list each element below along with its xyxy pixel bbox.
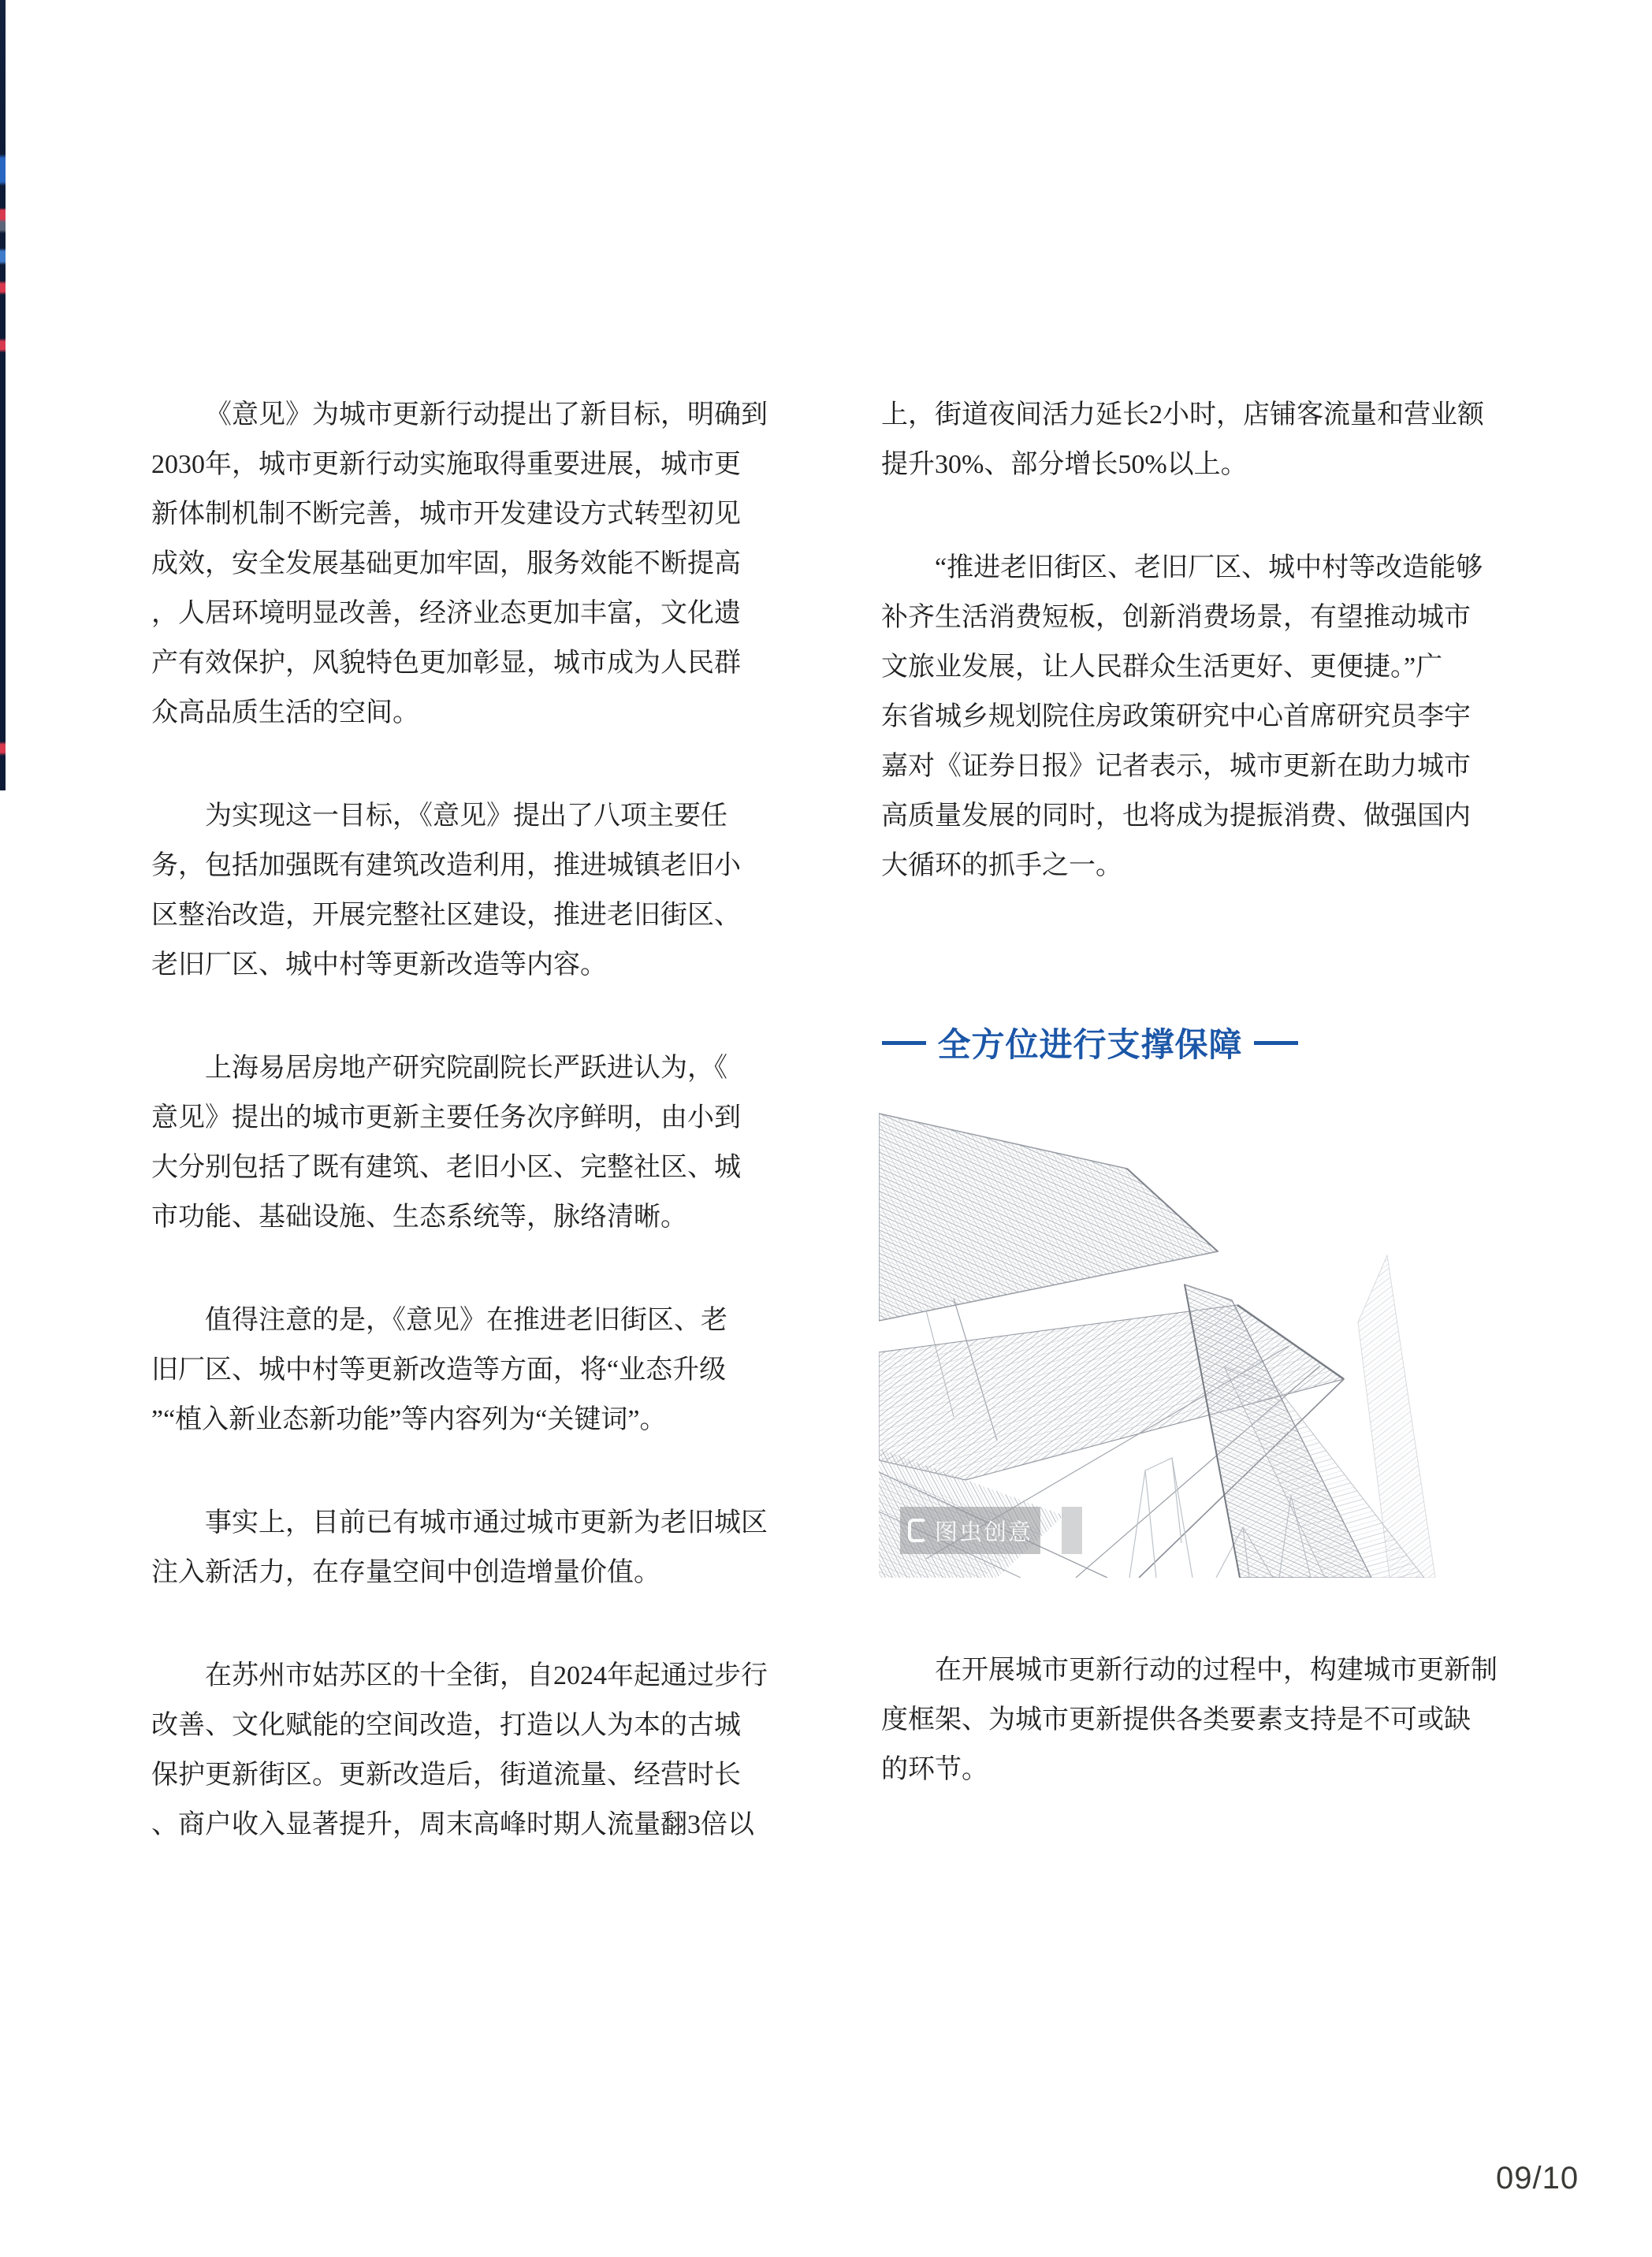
text-line: 上，街道夜间活力延长2小时，店铺客流量和营业额 [881, 400, 1484, 429]
paragraph [151, 1498, 768, 1597]
text-line: 市功能、基础设施、生态系统等，脉络清晰。 [151, 1203, 687, 1232]
page-number: 09/10 [1496, 2161, 1579, 2196]
text-line: 事实上，目前已有城市通过城市更新为老旧城区 [205, 1508, 768, 1538]
text-line: 旧厂区、城中村等更新改造等方面，将“业态升级 [151, 1355, 727, 1385]
paragraph [151, 1296, 768, 1445]
text-line: 在开展城市更新行动的过程中，构建城市更新制 [935, 1656, 1498, 1685]
text-line: 的环节。 [881, 1755, 988, 1784]
text-line: 老旧厂区、城中村等更新改造等内容。 [151, 950, 607, 980]
text-line: 上海易居房地产研究院副院长严跃进认为，《 [205, 1054, 727, 1083]
text-line: 值得注意的是，《意见》在推进老旧街区、老 [205, 1306, 727, 1335]
text-line: 提升30%、部分增长50%以上。 [881, 450, 1248, 479]
text-line: 区整治改造，开展完整社区建设，推进老旧街区、 [151, 901, 741, 930]
text-line: 保护更新街区。更新改造后，街道流量、经营时长 [151, 1761, 741, 1790]
text-line: 嘉对《证券日报》记者表示，城市更新在助力城市 [881, 752, 1471, 781]
text-line: 众高品质生活的空间。 [151, 698, 419, 727]
text-line: 产有效保护，风貌特色更加彰显，城市成为人民群 [151, 649, 741, 678]
paragraph [151, 390, 768, 738]
text-line: 度框架、为城市更新提供各类要素支持是不可或缺 [881, 1705, 1471, 1735]
section-heading-text: 全方位进行支撑保障 [937, 1026, 1243, 1063]
text-line: 在苏州市姑苏区的十全街，自2024年起通过步行 [205, 1661, 768, 1690]
page-edge-strip [0, 0, 6, 790]
tuchong-logo-icon [908, 1519, 927, 1542]
text-line: 东省城乡规划院住房政策研究中心首席研究员李宇 [881, 702, 1471, 731]
watermark-text: 图虫创意 [934, 1519, 1032, 1545]
paragraph [881, 543, 1501, 891]
text-line: 注入新活力，在存量空间中创造增量价值。 [151, 1558, 660, 1587]
text-line: 高质量发展的同时，也将成为提振消费、做强国内 [881, 801, 1471, 831]
text-line: 2030年，城市更新行动实施取得重要进展，城市更 [151, 450, 741, 479]
text-line: 意见》提出的城市更新主要任务次序鲜明，由小到 [151, 1103, 741, 1132]
text-line: 大分别包括了既有建筑、老旧小区、完整社区、城 [151, 1153, 741, 1182]
stock-photo-watermark [900, 1507, 1040, 1554]
paragraph [881, 390, 1501, 489]
paragraph [881, 1645, 1501, 1794]
wireframe-buildings-figure [879, 1102, 1541, 1578]
watermark-chip [1062, 1507, 1082, 1554]
paragraph [151, 1043, 768, 1242]
text-line: 成效，安全发展基础更加牢固，服务效能不断提高 [151, 549, 741, 578]
paragraph [151, 791, 768, 990]
heading-dash-right [1254, 1041, 1298, 1045]
left-text-column [151, 390, 768, 1850]
paragraph [151, 1651, 768, 1850]
text-line: 补齐生活消费短板，创新消费场景，有望推动城市 [881, 603, 1471, 632]
text-line: 大循环的抓手之一。 [881, 851, 1122, 880]
text-line: 文旅业发展，让人民群众生活更好、更便捷。”广 [881, 653, 1443, 682]
text-line: 《意见》为城市更新行动提出了新目标，明确到 [205, 400, 768, 429]
text-line: ”“植入新业态新功能”等内容列为“关键词”。 [151, 1405, 667, 1434]
text-line: 、商户收入显著提升，周末高峰时期人流量翻3倍以 [151, 1810, 754, 1839]
text-line: ，人居环境明显改善，经济业态更加丰富，文化遗 [151, 599, 741, 628]
text-line: “推进老旧街区、老旧厂区、城中村等改造能够 [935, 553, 1483, 582]
section-heading [881, 1015, 1299, 1070]
text-line: 务，包括加强既有建筑改造利用，推进城镇老旧小 [151, 851, 741, 880]
right-text-column-bottom [881, 1645, 1501, 1794]
text-line: 新体制机制不断完善，城市开发建设方式转型初见 [151, 500, 741, 529]
text-line: 为实现这一目标，《意见》提出了八项主要任 [205, 801, 727, 831]
right-text-column-top [881, 390, 1501, 891]
text-line: 改善、文化赋能的空间改造，打造以人为本的古城 [151, 1711, 741, 1740]
heading-dash-left [882, 1041, 926, 1045]
